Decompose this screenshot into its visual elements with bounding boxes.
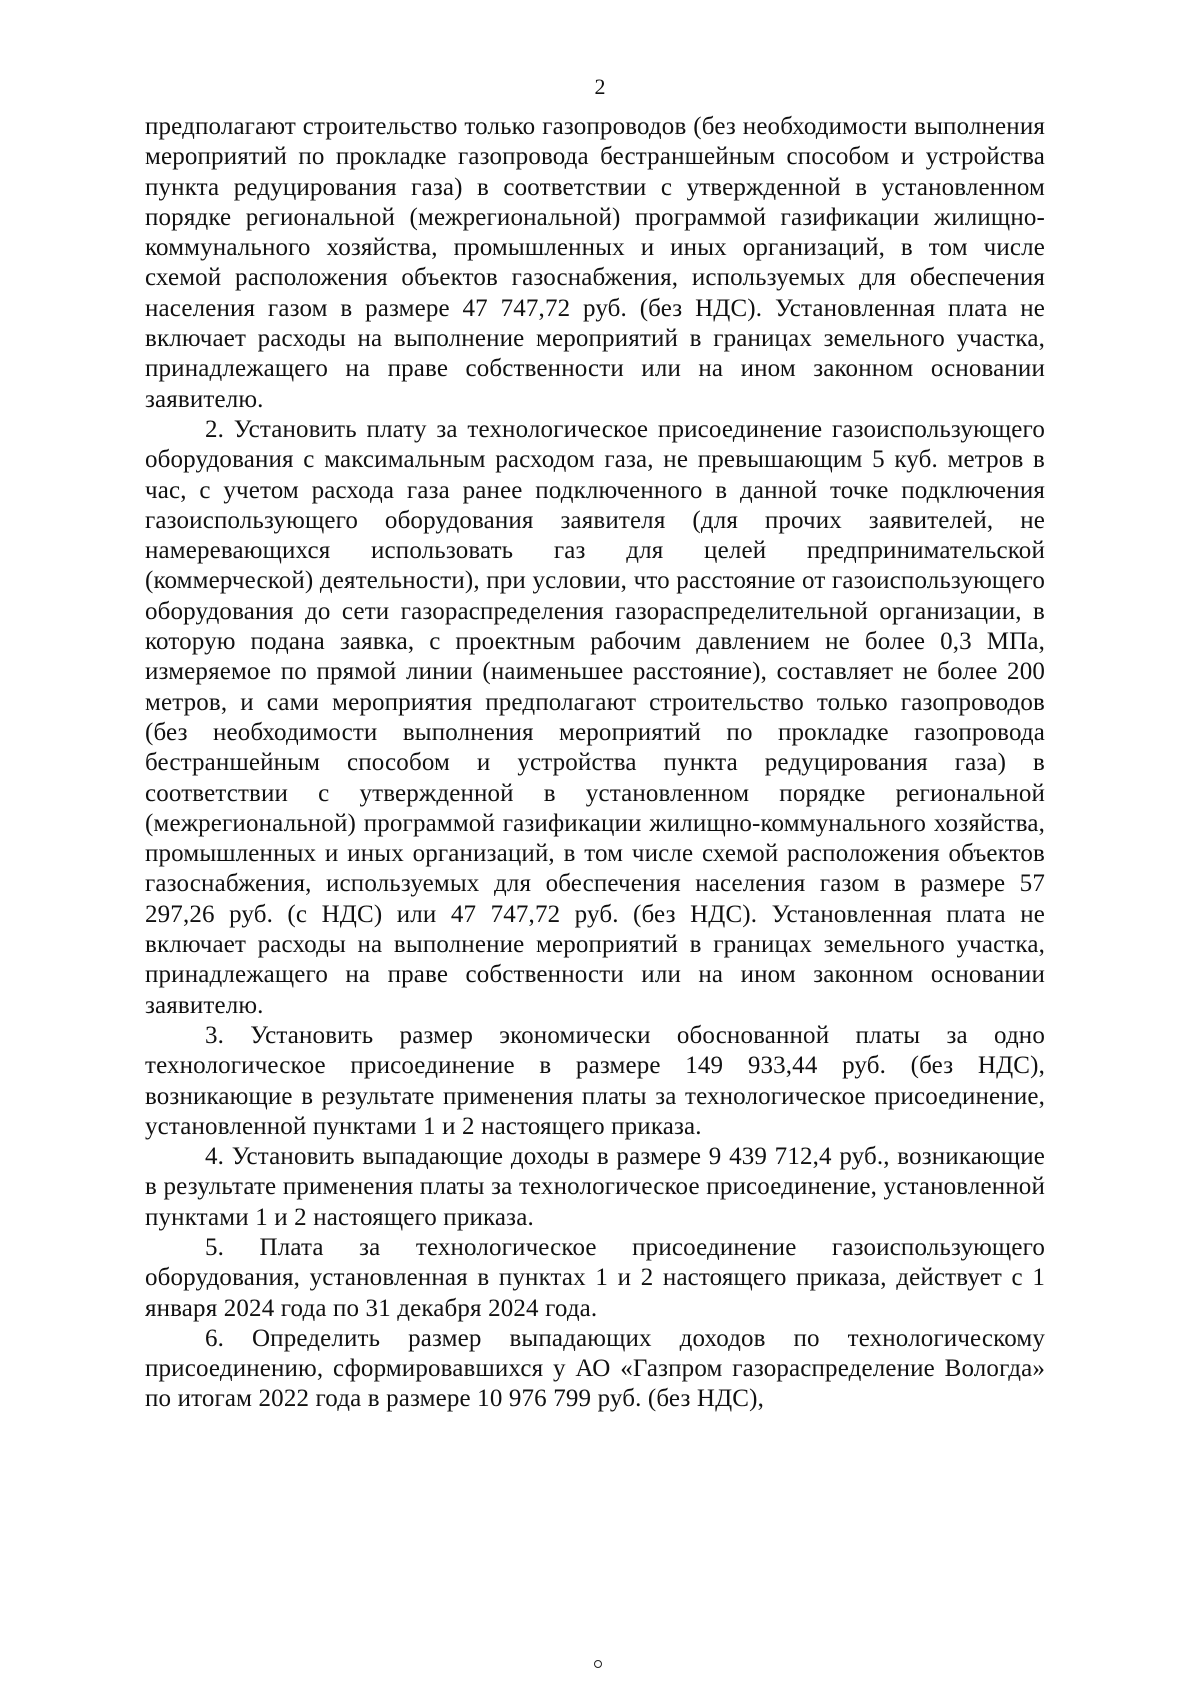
paragraph-item-4: 4. Установить выпадающие доходы в размере 9 439 712,4 руб., возникающие в результате применения платы за технологическое присоединение, установленной пунктами 1 и 2 настоящего приказа. [145, 1143, 1045, 1231]
paragraph-item-2: 2. Установить плату за технологическое присоединение газоиспользующего оборудования с максимальным расходом газа, не превышающим 5 куб. метров в час, с учетом расхода газа ранее подключенного в данной точке подключения газоиспользующего оборудования заявителя (для прочих заявителей, не намеревающихся использовать газ для целей предпринимательской (коммерческой) деятельности), при условии, что расстояние от газоиспользующего оборудования до сети газораспределения газораспределительной организации, в которую подана заявка, с проектным рабочим давлением не более 0,3 МПа, измеряемое по прямой линии (наименьшее расстояние), составляет не более 200 метров, и сами мероприятия предполагают строительство только газопроводов (без необходимости выполнения мероприятий по прокладке газопровода бестраншейным способом и устройства пункта редуцирования газа) в соответствии с утвержденной в установленном порядке региональной (межрегиональной) программой газификации жилищно-коммунального хозяйства, промышленных и иных организаций, в том числе схемой расположения объектов газоснабжения, используемых для обеспечения населения газом в размере 57 297,26 руб. (с НДС) или 47 747,72 руб. (без НДС). Установленная плата не включает расходы на выполнение мероприятий в границах земельного участка, принадлежащего на праве собственности или на ином законном основании заявителю. [145, 415, 1045, 1019]
scan-mark-icon [594, 1660, 602, 1668]
paragraph-item-5: 5. Плата за технологическое присоединение газоиспользующего оборудования, установленная в пунктах 1 и 2 настоящего приказа, действует с 1 января 2024 года по 31 декабря 2024 года. [145, 1233, 1045, 1322]
page-number: 2 [594, 74, 606, 99]
paragraph-item-6: 6. Определить размер выпадающих доходов по технологическому присоединению, сформировавшихся у АО «Газпром газораспределение Вологда» по итогам 2022 года в размере 10 976 799 руб. (без НДС), [145, 1324, 1045, 1413]
paragraph-continuation: предполагают строительство только газопроводов (без необходимости выполнения мероприятий по прокладке газопровода бестраншейным способом и устройства пункта редуцирования газа) в соответствии с утвержденной в установленном порядке региональной (межрегиональной) программой газификации жилищно-коммунального хозяйства, промышленных и иных организаций, в том числе схемой расположения объектов газоснабжения, используемых для обеспечения населения газом в размере 47 747,72 руб. (без НДС). Установленная плата не включает расходы на выполнение мероприятий в границах земельного участка, принадлежащего на праве собственности или на ином законном основании заявителю. [145, 113, 1045, 413]
document-body [145, 112, 1045, 1415]
paragraph-item-3: 3. Установить размер экономически обоснованной платы за одно технологическое присоединение в размере 149 933,44 руб. (без НДС), возникающие в результате применения платы за технологическое присоединение, установленной пунктами 1 и 2 настоящего приказа. [145, 1021, 1045, 1140]
